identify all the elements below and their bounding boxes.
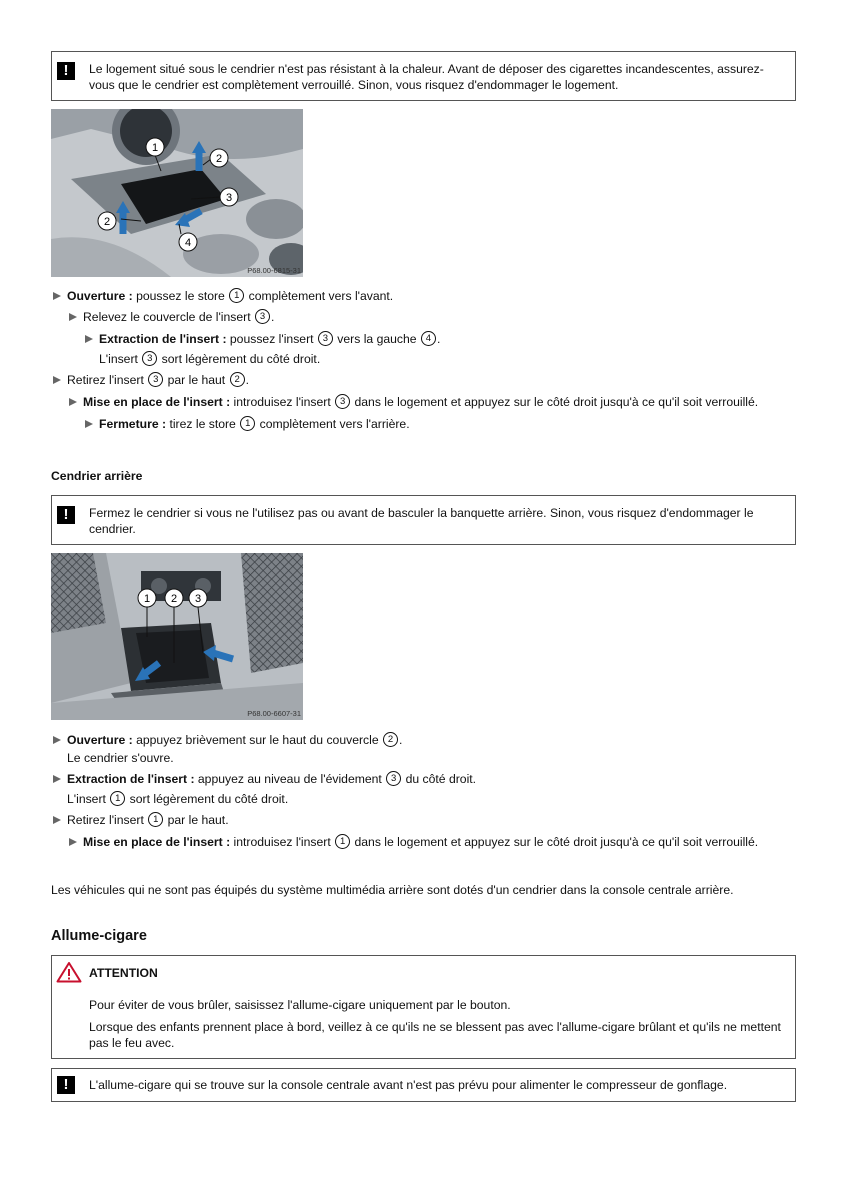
step-bullet-icon	[85, 420, 93, 428]
callout-ref: 3	[386, 771, 401, 786]
callout-ref: 3	[318, 331, 333, 346]
section-title: Allume-cigare	[51, 928, 147, 944]
rear-ashtray-drawing	[51, 553, 303, 720]
front-step-raise-cover: Relevez le couvercle de l'insert 3 .	[69, 309, 274, 325]
rear-step-install-insert: Mise en place de l'insert : introduisez l'insert 1 dans le logement et appuyez sur le côté droit jusqu'à ce qu'il soit verrouillé.	[69, 834, 758, 850]
callout-1-label: 1	[143, 593, 151, 605]
callout-4-label: 4	[184, 237, 192, 249]
callout-2-label: 2	[170, 593, 178, 605]
front-step-result: L'insert 3 sort légèrement du côté droit.	[99, 352, 321, 366]
callout-1-label: 1	[151, 142, 159, 154]
step-bullet-icon	[69, 313, 77, 321]
callout-3-label: 3	[194, 593, 202, 605]
notice-text: L'allume-cigare qui se trouve sur la console centrale avant n'est pas prévu pour alimenter le compresseur de gonflage.	[89, 1078, 728, 1092]
warning-box	[51, 955, 796, 1059]
rear-step-result-open: Le cendrier s'ouvre.	[67, 751, 174, 765]
step-bullet-icon	[69, 838, 77, 846]
exclamation-icon: !	[57, 62, 75, 80]
callout-ref: 1	[148, 812, 163, 827]
step-bullet-icon	[85, 335, 93, 343]
front-step-opening: Ouverture : poussez le store 1 complètement vers l'avant.	[53, 288, 393, 304]
rear-console-paragraph: Les véhicules qui ne sont pas équipés du système multimédia arrière sont dotés d'un cendrier dans la console centrale arrière.	[51, 883, 734, 897]
callout-3-label: 3	[225, 192, 233, 204]
warning-paragraph-2: Lorsque des enfants prennent place à bord, veillez à ce qu'ils ne se blessent pas avec l'allume-cigare brûlant et qu'ils ne mettent pas le feu avec.	[89, 1020, 781, 1050]
front-step-remove-insert: Extraction de l'insert : poussez l'insert 3 vers la gauche 4 .	[85, 331, 440, 347]
rear-ashtray-illustration	[51, 553, 303, 720]
notice-box-1	[51, 51, 796, 101]
exclamation-icon: !	[57, 1076, 75, 1094]
callout-4	[179, 233, 197, 251]
callout-2-top	[210, 149, 228, 167]
front-step-install-insert: Mise en place de l'insert : introduisez l'insert 3 dans le logement et appuyez sur le côté droit jusqu'à ce qu'il soit verrouillé.	[69, 394, 758, 410]
rear-ashtray-heading: Cendrier arrière	[51, 469, 143, 483]
front-ashtray-drawing	[51, 109, 303, 277]
notice-box-3	[51, 1068, 796, 1102]
callout-1	[146, 138, 164, 156]
callout-3	[189, 589, 207, 607]
callout-3	[220, 188, 238, 206]
callout-ref: 3	[335, 394, 350, 409]
rear-step-opening: Ouverture : appuyez brièvement sur le haut du couvercle 2 .	[53, 732, 402, 748]
figure-code: P68.00-6815-31	[247, 266, 301, 275]
callout-ref: 1	[335, 834, 350, 849]
callout-ref: 1	[110, 791, 125, 806]
step-bullet-icon	[53, 775, 61, 783]
notice-text: Le logement situé sous le cendrier n'est pas résistant à la chaleur. Avant de déposer des cigarettes incandescentes, assurez-vous que le cendrier est complètement verrouillé. Sinon, vous risquez d'endommager le logement.	[89, 62, 764, 92]
callout-2-top-label: 2	[215, 153, 223, 165]
notice-text: Fermez le cendrier si vous ne l'utilisez pas ou avant de basculer la banquette arrière. Sinon, vous risquez d'endommager le cendrier.	[89, 506, 754, 536]
callout-2-left	[98, 212, 116, 230]
warning-title: ATTENTION	[89, 966, 158, 980]
callout-1	[138, 589, 156, 607]
callout-ref: 3	[142, 351, 157, 366]
callout-2	[165, 589, 183, 607]
figure-code: P68.00-6607-31	[247, 709, 301, 718]
callout-ref: 1	[229, 288, 244, 303]
front-step-lift-out: Retirez l'insert 3 par le haut 2 .	[53, 372, 249, 388]
warning-paragraph-1: Pour éviter de vous brûler, saisissez l'allume-cigare uniquement par le bouton.	[89, 998, 511, 1012]
step-bullet-icon	[69, 398, 77, 406]
step-bullet-icon	[53, 376, 61, 384]
callout-ref: 3	[148, 372, 163, 387]
callout-ref: 2	[230, 372, 245, 387]
callout-2-left-label: 2	[103, 216, 111, 228]
step-bullet-icon	[53, 736, 61, 744]
front-step-closing: Fermeture : tirez le store 1 complètement vers l'arrière.	[85, 416, 410, 432]
callout-ref: 4	[421, 331, 436, 346]
rear-step-lift-out: Retirez l'insert 1 par le haut.	[53, 812, 229, 828]
warning-triangle-icon	[56, 961, 82, 983]
step-bullet-icon	[53, 292, 61, 300]
callout-ref: 3	[255, 309, 270, 324]
front-ashtray-illustration	[51, 109, 303, 277]
callout-ref: 2	[383, 732, 398, 747]
notice-box-2	[51, 495, 796, 545]
rear-step-result-insert: L'insert 1 sort légèrement du côté droit.	[67, 792, 289, 806]
callout-ref: 1	[240, 416, 255, 431]
rear-step-remove-insert: Extraction de l'insert : appuyez au niveau de l'évidement 3 du côté droit.	[53, 771, 476, 787]
exclamation-icon: !	[57, 506, 75, 524]
step-bullet-icon	[53, 816, 61, 824]
